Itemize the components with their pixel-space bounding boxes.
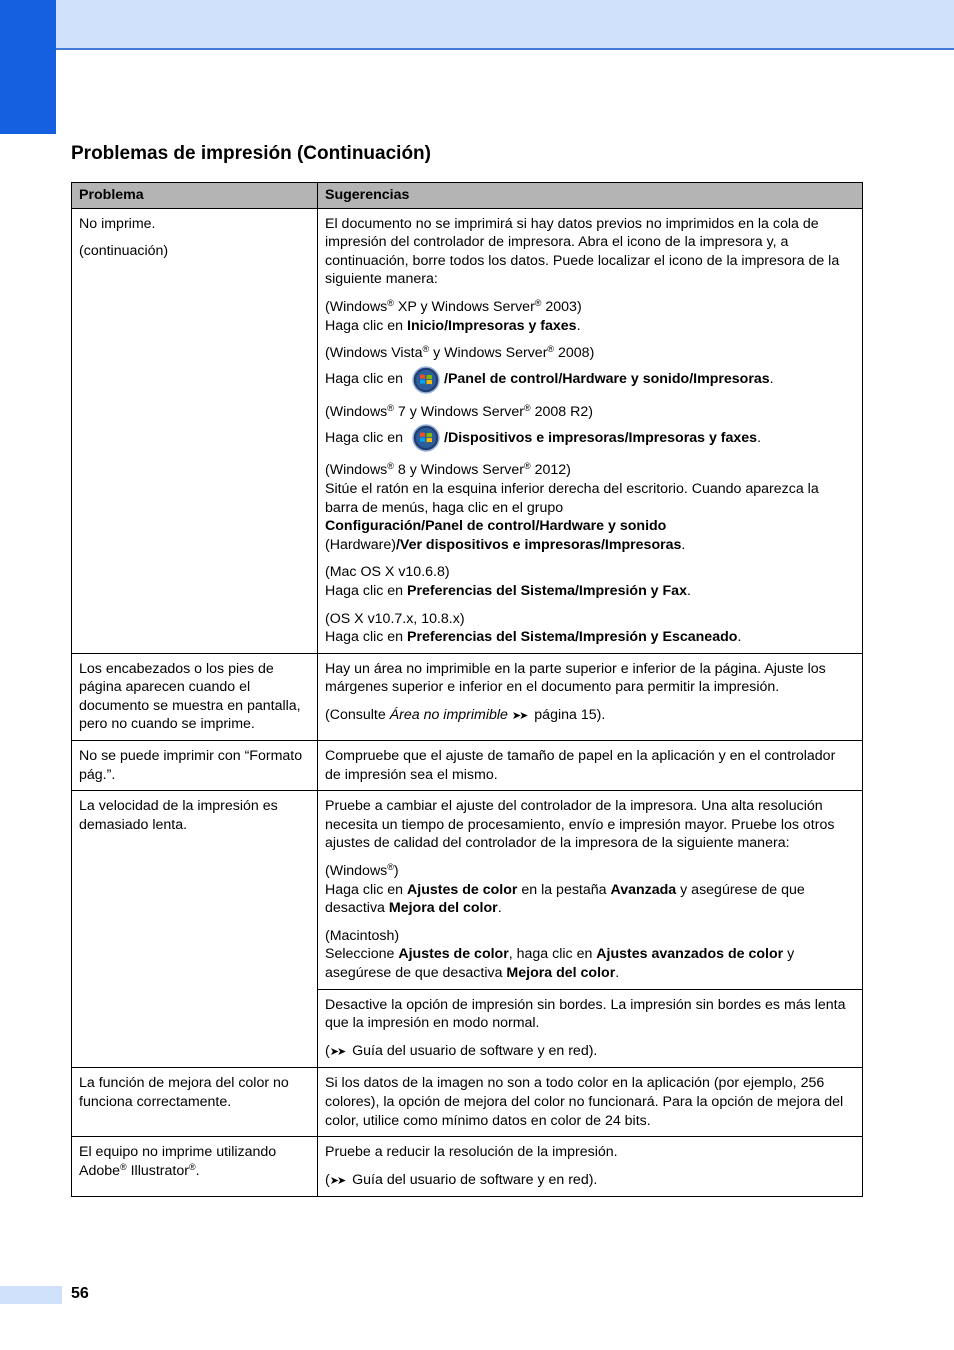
windows-7-head: (Windows® 7 y Windows Server® 2008 R2) (325, 402, 593, 420)
table-row (72, 791, 863, 989)
double-arrow-icon: ➤➤ (329, 1174, 345, 1187)
problem-text: La velocidad de la impresión es demasiado lenta. (79, 798, 278, 833)
suggestion-text: Pruebe a reducir la resolución de la impresión. (325, 1144, 618, 1161)
cross-reference: (➤➤ Guía del usuario de software y en red). (325, 1171, 598, 1188)
column-header-suggestions: Sugerencias (318, 183, 863, 209)
macintosh-block: (Macintosh) Seleccione Ajustes de color, haga clic en Ajustes avanzados de color y asegúrese de que desactiva Mejora del color. (325, 927, 795, 981)
troubleshooting-table (71, 182, 863, 1197)
double-arrow-icon: ➤➤ (511, 709, 527, 722)
problem-cell (72, 741, 318, 791)
windows-block: (Windows®) Haga clic en Ajustes de color en la pestaña Avanzada y asegúrese de que desactiva Mejora del color. (325, 862, 805, 917)
problem-continued: (continuación) (79, 243, 169, 260)
double-arrow-icon: ➤➤ (329, 1045, 345, 1058)
problem-cell (72, 208, 318, 653)
header-band (0, 0, 954, 50)
suggestion-cell (318, 653, 863, 740)
page-number: 56 (71, 1285, 89, 1302)
suggestion-cell (318, 1068, 863, 1137)
suggestion-cell (318, 989, 863, 1068)
column-header-problem: Problema (72, 183, 318, 209)
suggestion-text: Si los datos de la imagen no son a todo color en la aplicación (por ejemplo, 256 colores), la opción de mejora del color no funcionará. Para la opción de mejora del color, utilice como mínimo datos en color de 24 bits. (325, 1075, 844, 1129)
menu-path: /Ver dispositivos e impresoras/Impresoras (395, 536, 682, 553)
problem-text: El equipo no imprime utilizando Adobe® Illustrator®. (79, 1144, 277, 1179)
cross-reference: (➤➤ Guía del usuario de software y en red). (325, 1042, 598, 1059)
menu-path: Preferencias del Sistema/Impresión y Escaneado (407, 629, 738, 646)
problem-cell (72, 653, 318, 740)
windows-vista-path: Haga clic en /Panel de control/Hardware y sonido/Impresoras . (325, 366, 855, 394)
table-row (72, 208, 863, 653)
page-number-tab (0, 1286, 62, 1304)
chapter-tab (0, 0, 56, 134)
page-title: Problemas de impresión (Continuación) (71, 143, 431, 164)
table-row (72, 1137, 863, 1197)
suggestion-text: Hay un área no imprimible en la parte superior e inferior de la página. Ajuste los márgenes superior e inferior en el documento para permitir la impresión. (325, 660, 826, 696)
table-header-row (72, 183, 863, 209)
osx-107-block: (OS X v10.7.x, 10.8.x) Haga clic en Preferencias del Sistema/Impresión y Escaneado. (325, 610, 742, 646)
windows-8-block: (Windows® 8 y Windows Server® 2012) Sitúe el ratón en la esquina inferior derecha del escritorio. Cuando aparezca la barra de menús, haga clic en el grupo Configuración/Panel de control/Hardware y sonido (Hardware)/Ver dispositivos e impresoras/Impresoras. (325, 461, 855, 554)
problem-cell (72, 791, 318, 1068)
windows-start-icon (412, 366, 440, 394)
table-row (72, 1068, 863, 1137)
windows-xp-block: (Windows® XP y Windows Server® 2003) Haga clic en Inicio/Impresoras y faxes. (325, 297, 582, 334)
problem-text: Los encabezados o los pies de página aparecen cuando el documento se muestra en pantalla, pero no cuando se imprime. (79, 660, 301, 733)
menu-path: /Panel de control/Hardware y sonido/Impresoras (444, 371, 770, 388)
suggestion-text: El documento no se imprimirá si hay datos previos no imprimidos en la cola de impresión del controlador de impresora. Abra el icono de la impresora y, a continuación, borre todos los datos. Puede localizar el icono de la impresora de la siguiente manera: (325, 215, 840, 288)
suggestion-text: Compruebe que el ajuste de tamaño de papel en la aplicación y en el controlador de impresión sea el mismo. (325, 748, 836, 783)
problem-cell (72, 1068, 318, 1137)
suggestion-cell (318, 1137, 863, 1197)
suggestion-text: Desactive la opción de impresión sin bordes. La impresión sin bordes es más lenta que la impresión en modo normal. (325, 996, 846, 1032)
suggestion-cell (318, 741, 863, 791)
menu-path: Configuración/Panel de control/Hardware y sonido (325, 518, 667, 535)
suggestion-text: Pruebe a cambiar el ajuste del controlador de la impresora. Una alta resolución necesita un tiempo de procesamiento, envío e impresión mayor. Pruebe los otros ajustes de calidad del controlador de la impresora de la siguiente manera: (325, 798, 835, 852)
menu-path: /Dispositivos e impresoras/Impresoras y faxes (444, 430, 758, 447)
mac-1068-block: (Mac OS X v10.6.8) Haga clic en Preferencias del Sistema/Impresión y Fax. (325, 564, 691, 599)
problem-text: La función de mejora del color no funciona correctamente. (79, 1075, 289, 1110)
menu-path: Preferencias del Sistema/Impresión y Fax (407, 582, 687, 599)
suggestion-cell (318, 791, 863, 989)
problem-cell (72, 1137, 318, 1197)
problem-text: No se puede imprimir con “Formato pág.”. (79, 748, 303, 783)
menu-path: Inicio/Impresoras y faxes (407, 317, 577, 334)
windows-7-path: Haga clic en /Dispositivos e impresoras/Impresoras y faxes . (325, 424, 855, 452)
table-row (72, 741, 863, 791)
table-row (72, 653, 863, 740)
problem-text: No imprime. (79, 215, 156, 232)
cross-reference: (Consulte Área no imprimible ➤➤ página 15). (325, 706, 606, 723)
suggestion-cell (318, 208, 863, 653)
windows-start-icon (412, 424, 440, 452)
windows-vista-head: (Windows Vista® y Windows Server® 2008) (325, 344, 595, 362)
